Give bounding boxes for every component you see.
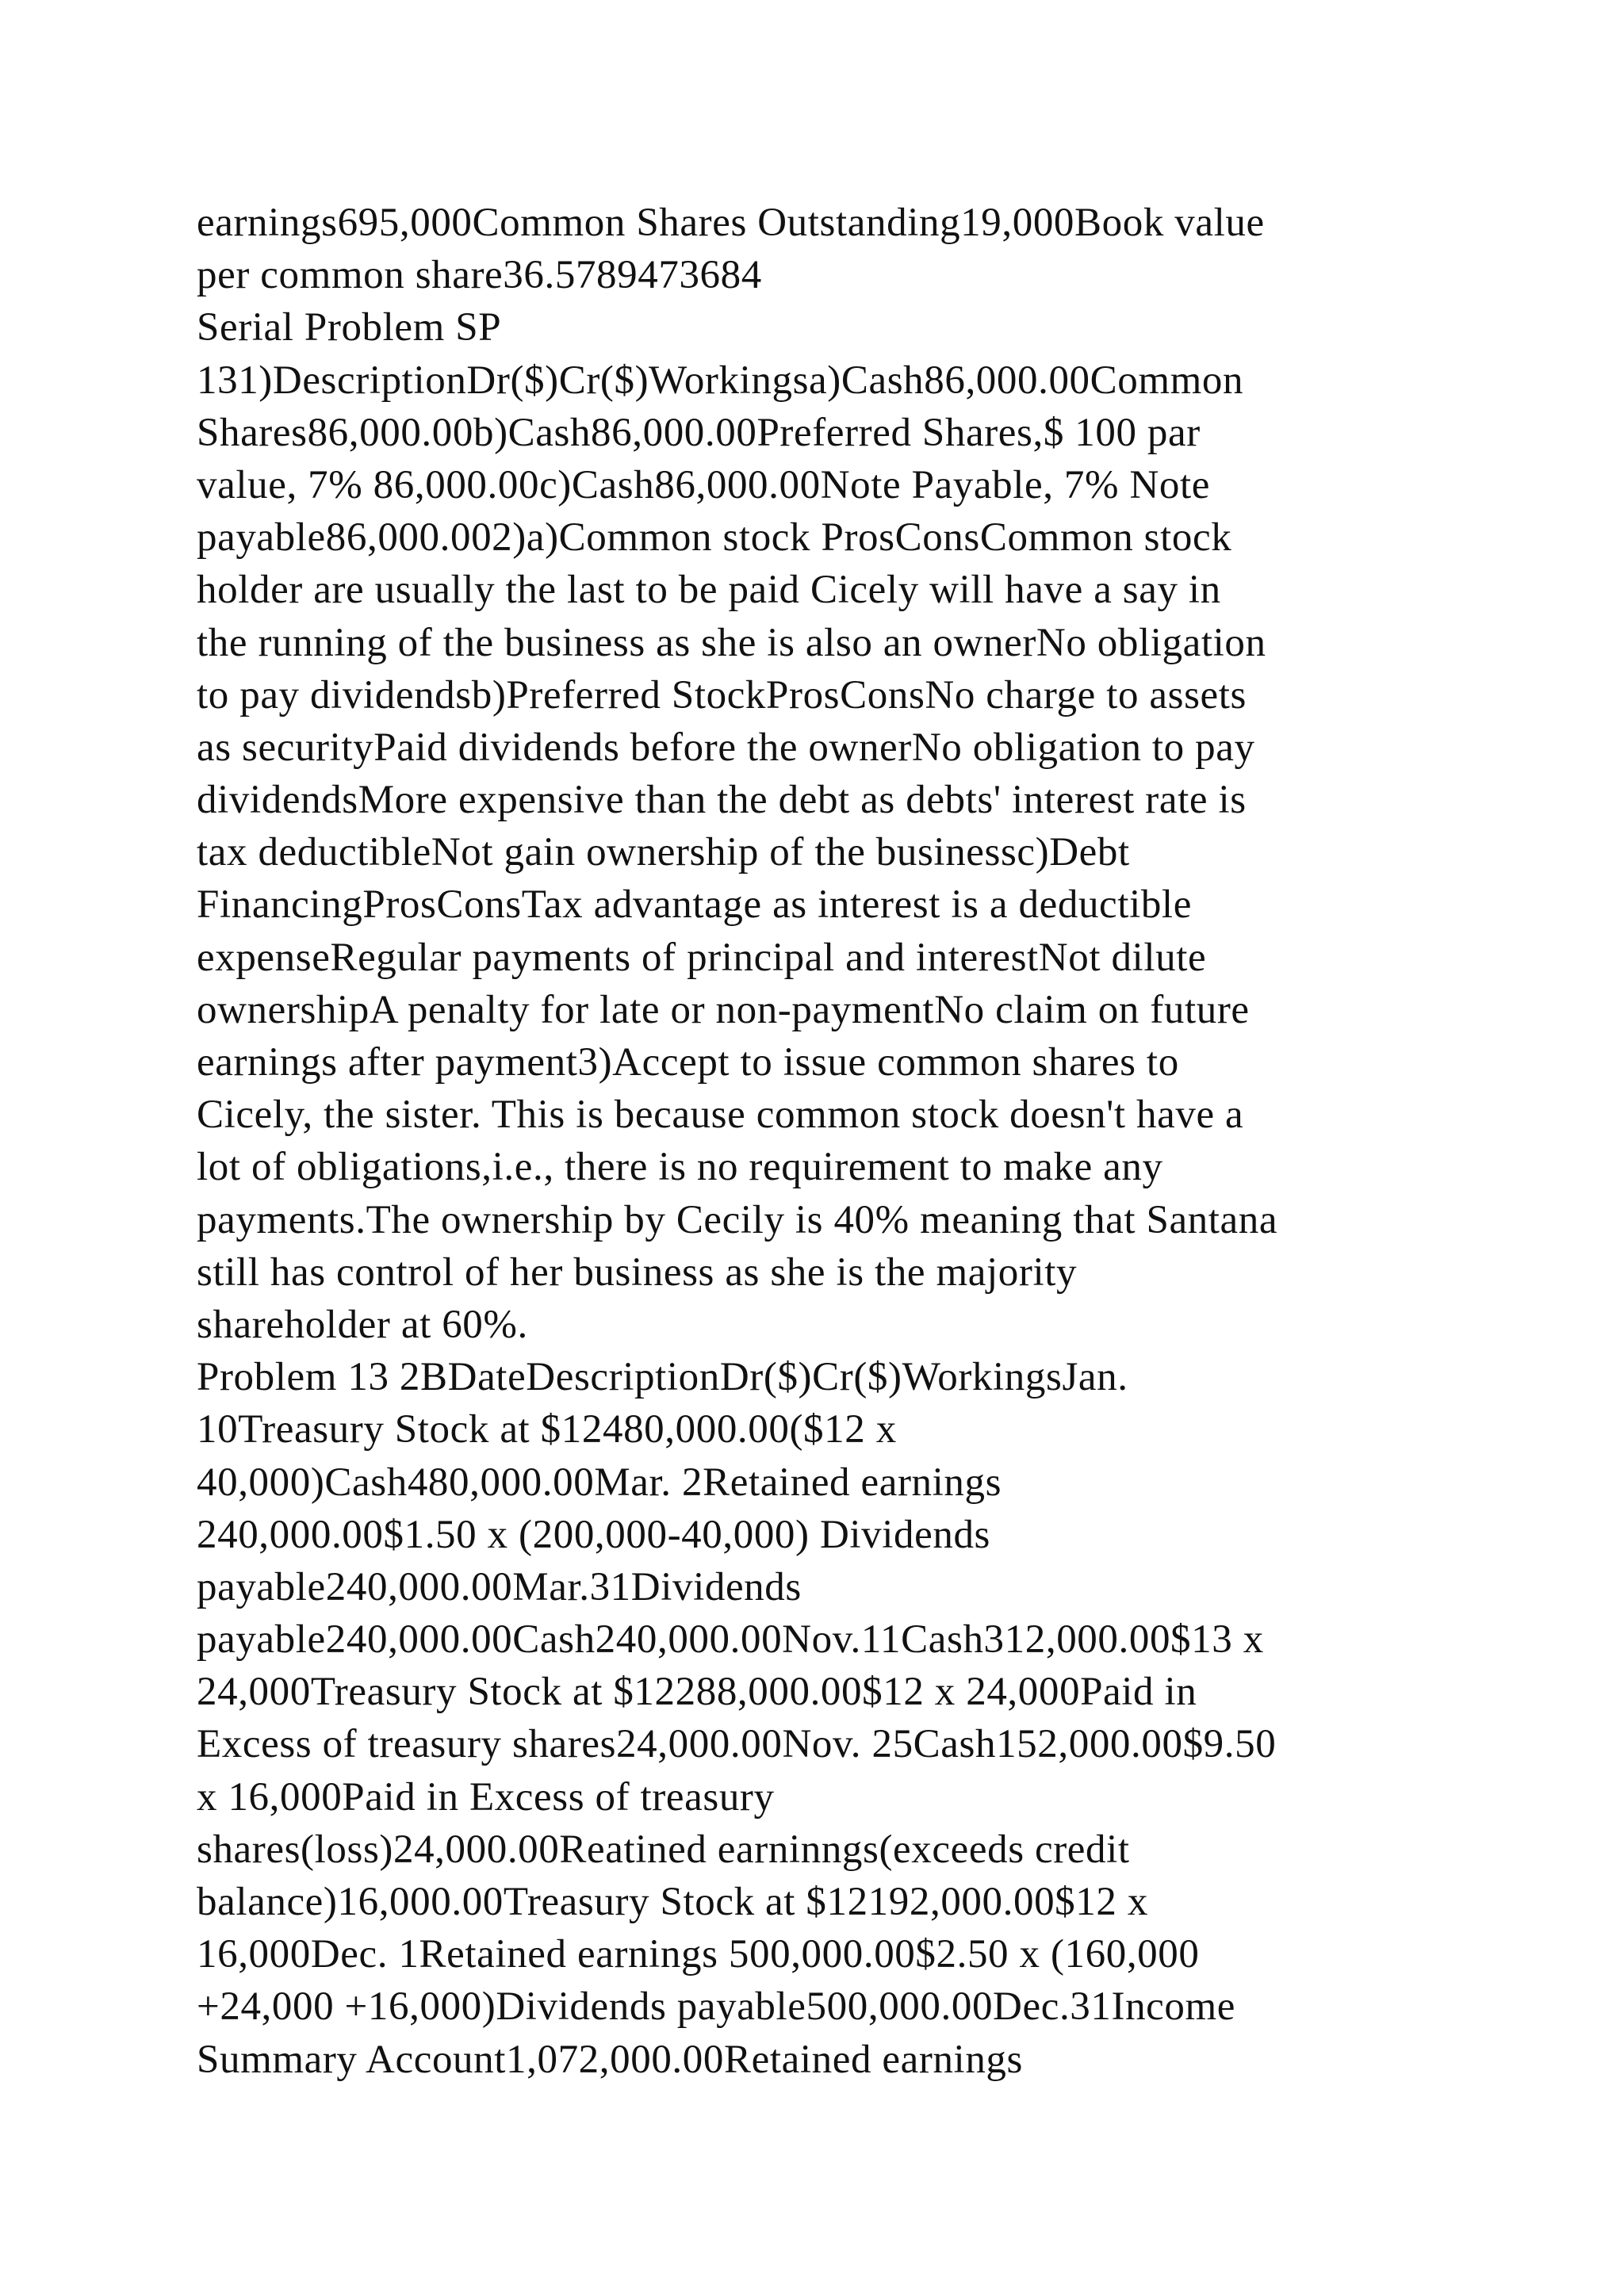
text-line: holder are usually the last to be paid Cicely will have a say in (197, 568, 1221, 613)
text-line: balance)16,000.00Treasury Stock at $12192,000.00$12 x (197, 1880, 1148, 1924)
text-line: the running of the business as she is also an ownerNo obligation (197, 620, 1266, 665)
text-line: ownershipA penalty for late or non-paymentNo claim on future (197, 987, 1250, 1032)
text-line: value, 7% 86,000.00c)Cash86,000.00Note Payable, 7% Note (197, 462, 1210, 507)
text-line: 10Treasury Stock at $12480,000.00($12 x (197, 1407, 897, 1452)
text-line: 240,000.00$1.50 x (200,000-40,000) Dividends (197, 1512, 991, 1557)
text-line: shareholder at 60%. (197, 1302, 528, 1347)
text-line: 40,000)Cash480,000.00Mar. 2Retained earnings (197, 1460, 1002, 1505)
text-line: 16,000Dec. 1Retained earnings 500,000.00$2.50 x (160,000 (197, 1932, 1200, 1977)
text-line: payable86,000.002)a)Common stock ProsConsCommon stock (197, 515, 1232, 561)
text-line: Serial Problem SP (197, 305, 502, 350)
text-line: Shares86,000.00b)Cash86,000.00Preferred Shares,$ 100 par (197, 410, 1201, 455)
text-line: per common share36.5789473684 (197, 253, 762, 298)
text-line: shares(loss)24,000.00Reatined earninngs(exceeds credit (197, 1827, 1130, 1872)
text-line: 131)DescriptionDr($)Cr($)Workingsa)Cash86,000.00Common (197, 358, 1244, 403)
text-line: dividendsMore expensive than the debt as debts' interest rate is (197, 778, 1247, 823)
text-line: Problem 13 2BDateDescriptionDr($)Cr($)WorkingsJan. (197, 1355, 1128, 1400)
text-line: as securityPaid dividends before the ownerNo obligation to pay (197, 725, 1255, 770)
text-line: earnings695,000Common Shares Outstanding19,000Book value (197, 201, 1265, 245)
text-line: x 16,000Paid in Excess of treasury (197, 1774, 775, 1820)
text-line: tax deductibleNot gain ownership of the businessc)Debt (197, 830, 1130, 875)
text-line: still has control of her business as she is the majority (197, 1249, 1078, 1295)
text-line: to pay dividendsb)Preferred StockProsConsNo charge to assets (197, 672, 1247, 718)
text-line: payments.The ownership by Cecily is 40% meaning that Santana (197, 1197, 1278, 1242)
text-line: lot of obligations,i.e., there is no requirement to make any (197, 1145, 1163, 1190)
text-line: Cicely, the sister. This is because common stock doesn't have a (197, 1093, 1244, 1138)
document-body-text (197, 197, 1465, 2086)
text-line: Summary Account1,072,000.00Retained earnings (197, 2037, 1023, 2082)
text-line: +24,000 +16,000)Dividends payable500,000.00Dec.31Income (197, 1984, 1236, 2030)
text-line: payable240,000.00Mar.31Dividends (197, 1564, 802, 1609)
text-line: earnings after payment3)Accept to issue common shares to (197, 1040, 1179, 1085)
text-line: Excess of treasury shares24,000.00Nov. 25Cash152,000.00$9.50 (197, 1722, 1277, 1767)
text-line: FinancingProsConsTax advantage as interest is a deductible (197, 882, 1192, 928)
text-line: payable240,000.00Cash240,000.00Nov.11Cash312,000.00$13 x (197, 1617, 1264, 1663)
text-line: 24,000Treasury Stock at $12288,000.00$12 x 24,000Paid in (197, 1670, 1197, 1715)
text-line: expenseRegular payments of principal and interestNot dilute (197, 935, 1207, 980)
